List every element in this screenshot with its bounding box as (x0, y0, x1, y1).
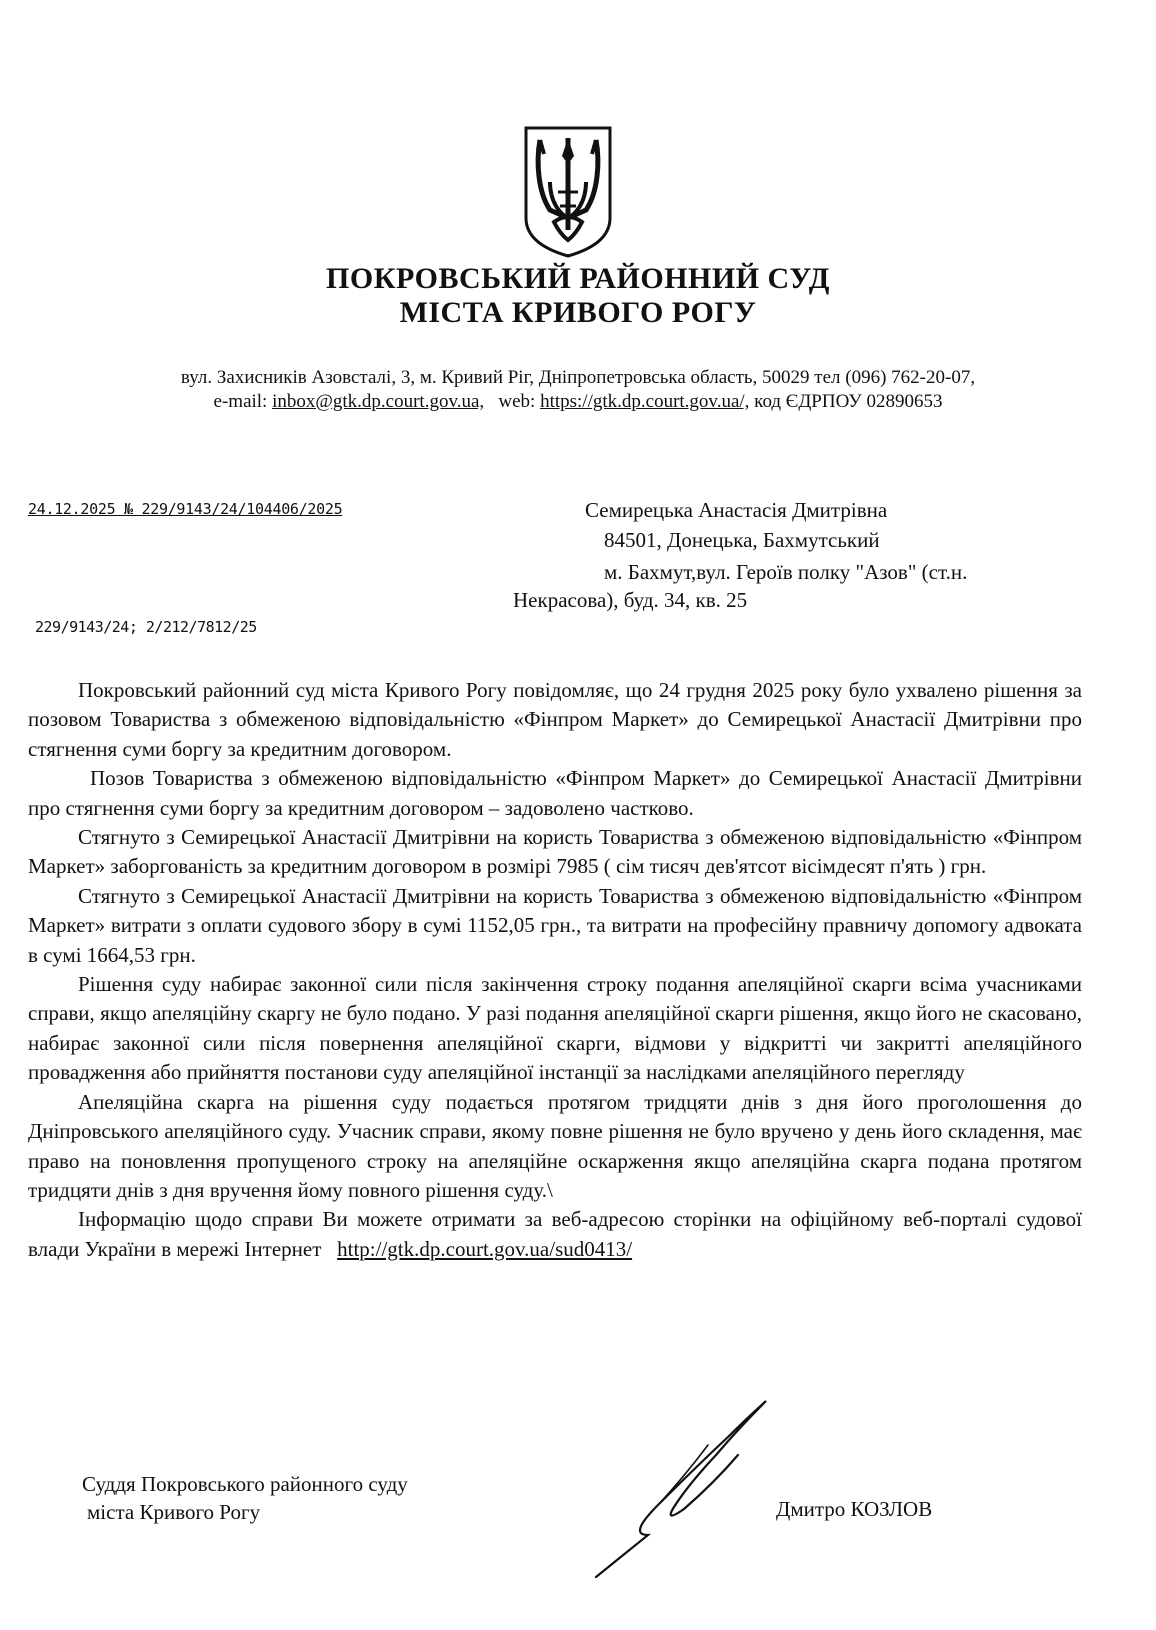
addressee-address-line2: 84501, Донецька, Бахмутський (604, 528, 880, 552)
handwritten-signature (588, 1385, 808, 1585)
paragraph-costs-recovered: Стягнуто з Семирецької Анастасії Дмитрівни на користь Товариства з обмеженою відповідальністю «Фінпром Маркет» витрати з оплати судового збору в сумі 1152,05 грн., та витрати на професійну правничу допомогу адвоката в сумі 1664,53 грн. (28, 883, 1082, 967)
addressee-name: Семирецька Анастасія Дмитрівна (585, 498, 888, 522)
case-info-link[interactable]: http://gtk.dp.court.gov.ua/sud0413/ (337, 1236, 633, 1261)
court-contacts (40, 390, 1116, 414)
letter-body (28, 676, 1082, 1264)
judge-position-line1: Суддя Покровського районного суду (82, 1472, 408, 1496)
web-label: web: (498, 391, 536, 412)
judge-position-line2: міста Кривого Рогу (87, 1500, 261, 1524)
court-name-line2: МІСТА КРИВОГО РОГУ (399, 296, 757, 329)
paragraph-claim-result: Позов Товариства з обмеженою відповідальністю «Фінпром Маркет» до Семирецької Анастасії Дмитрівни про стягнення суми боргу за кредитним договором – задоволено частково. (28, 766, 1082, 820)
paragraph-entry-into-force: Рішення суду набирає законної сили після закінчення строку подання апеляційної скарги всіма учасниками справи, якщо апеляційну скаргу не було подано. У разі подання апеляційної скарги рішення, якщо його не скасовано, набирає законної сили після повернення апеляційної скарги, відмови у відкритті чи закритті апеляційного провадження або прийняття постанови суду апеляційної інстанції за наслідками апеляційного перегляду (28, 972, 1082, 1085)
addressee-address-line4: Некрасова), буд. 34, кв. 25 (513, 588, 748, 612)
addressee-address-line3: м. Бахмут,вул. Героїв полку "Азов" (ст.н. (604, 560, 968, 584)
trident-emblem-icon (520, 122, 616, 260)
court-name-line1: ПОКРОВСЬКИЙ РАЙОННИЙ СУД (326, 262, 830, 295)
paragraph-decision: Покровський районний суд міста Кривого Рогу повідомляє, що 24 грудня 2025 року було ухвалено рішення за позовом Товариства з обмеженою відповідальністю «Фінпром Маркет» до Семирецької Анастасії Дмитрівни про стягнення суми боргу за кредитним договором. (28, 678, 1082, 761)
paragraph-appeal: Апеляційна скарга на рішення суду подається протягом тридцяти днів з дня його проголошення до Дніпровського апеляційного суду. Учасник справи, якому повне рішення не було вручено у день його складення, має право на поновлення пропущеного строку на апеляційне оскарження якщо апеляційна скарга подана протягом тридцяти днів з дня вручення йому повного рішення суду.\ (28, 1089, 1082, 1202)
info-text: Інформацію щодо справи Ви можете отримати за веб-адресою сторінки на офіційному веб-порталі судової влади України в мережі Інтернет (28, 1207, 1082, 1261)
edrpou-code: код ЄДРПОУ 02890653 (754, 391, 943, 412)
outgoing-reference: 24.12.2025 № 229/9143/24/104406/2025 (28, 500, 343, 518)
case-numbers: 229/9143/24; 2/212/7812/25 (35, 618, 257, 636)
web-link[interactable]: https://gtk.dp.court.gov.ua/, (540, 391, 750, 412)
paragraph-debt-recovered: Стягнуто з Семирецької Анастасії Дмитрівни на користь Товариства з обмеженою відповідальністю «Фінпром Маркет» заборгованість за кредитним договором в розмірі 7985 ( сім тисяч дев'ятсот вісімдесят п'ять ) грн. (28, 825, 1082, 879)
email-label: e-mail: (213, 391, 268, 412)
court-address: вул. Захисників Азовсталі, 3, м. Кривий Ріг, Дніпропетровська область, 50029 тел (096) 762-20-07, (180, 367, 976, 388)
paragraph-info (28, 1205, 1082, 1264)
judge-position (82, 1470, 408, 1526)
judge-name: Дмитро КОЗЛОВ (776, 1497, 933, 1521)
email-link[interactable]: inbox@gtk.dp.court.gov.ua, (272, 391, 485, 412)
